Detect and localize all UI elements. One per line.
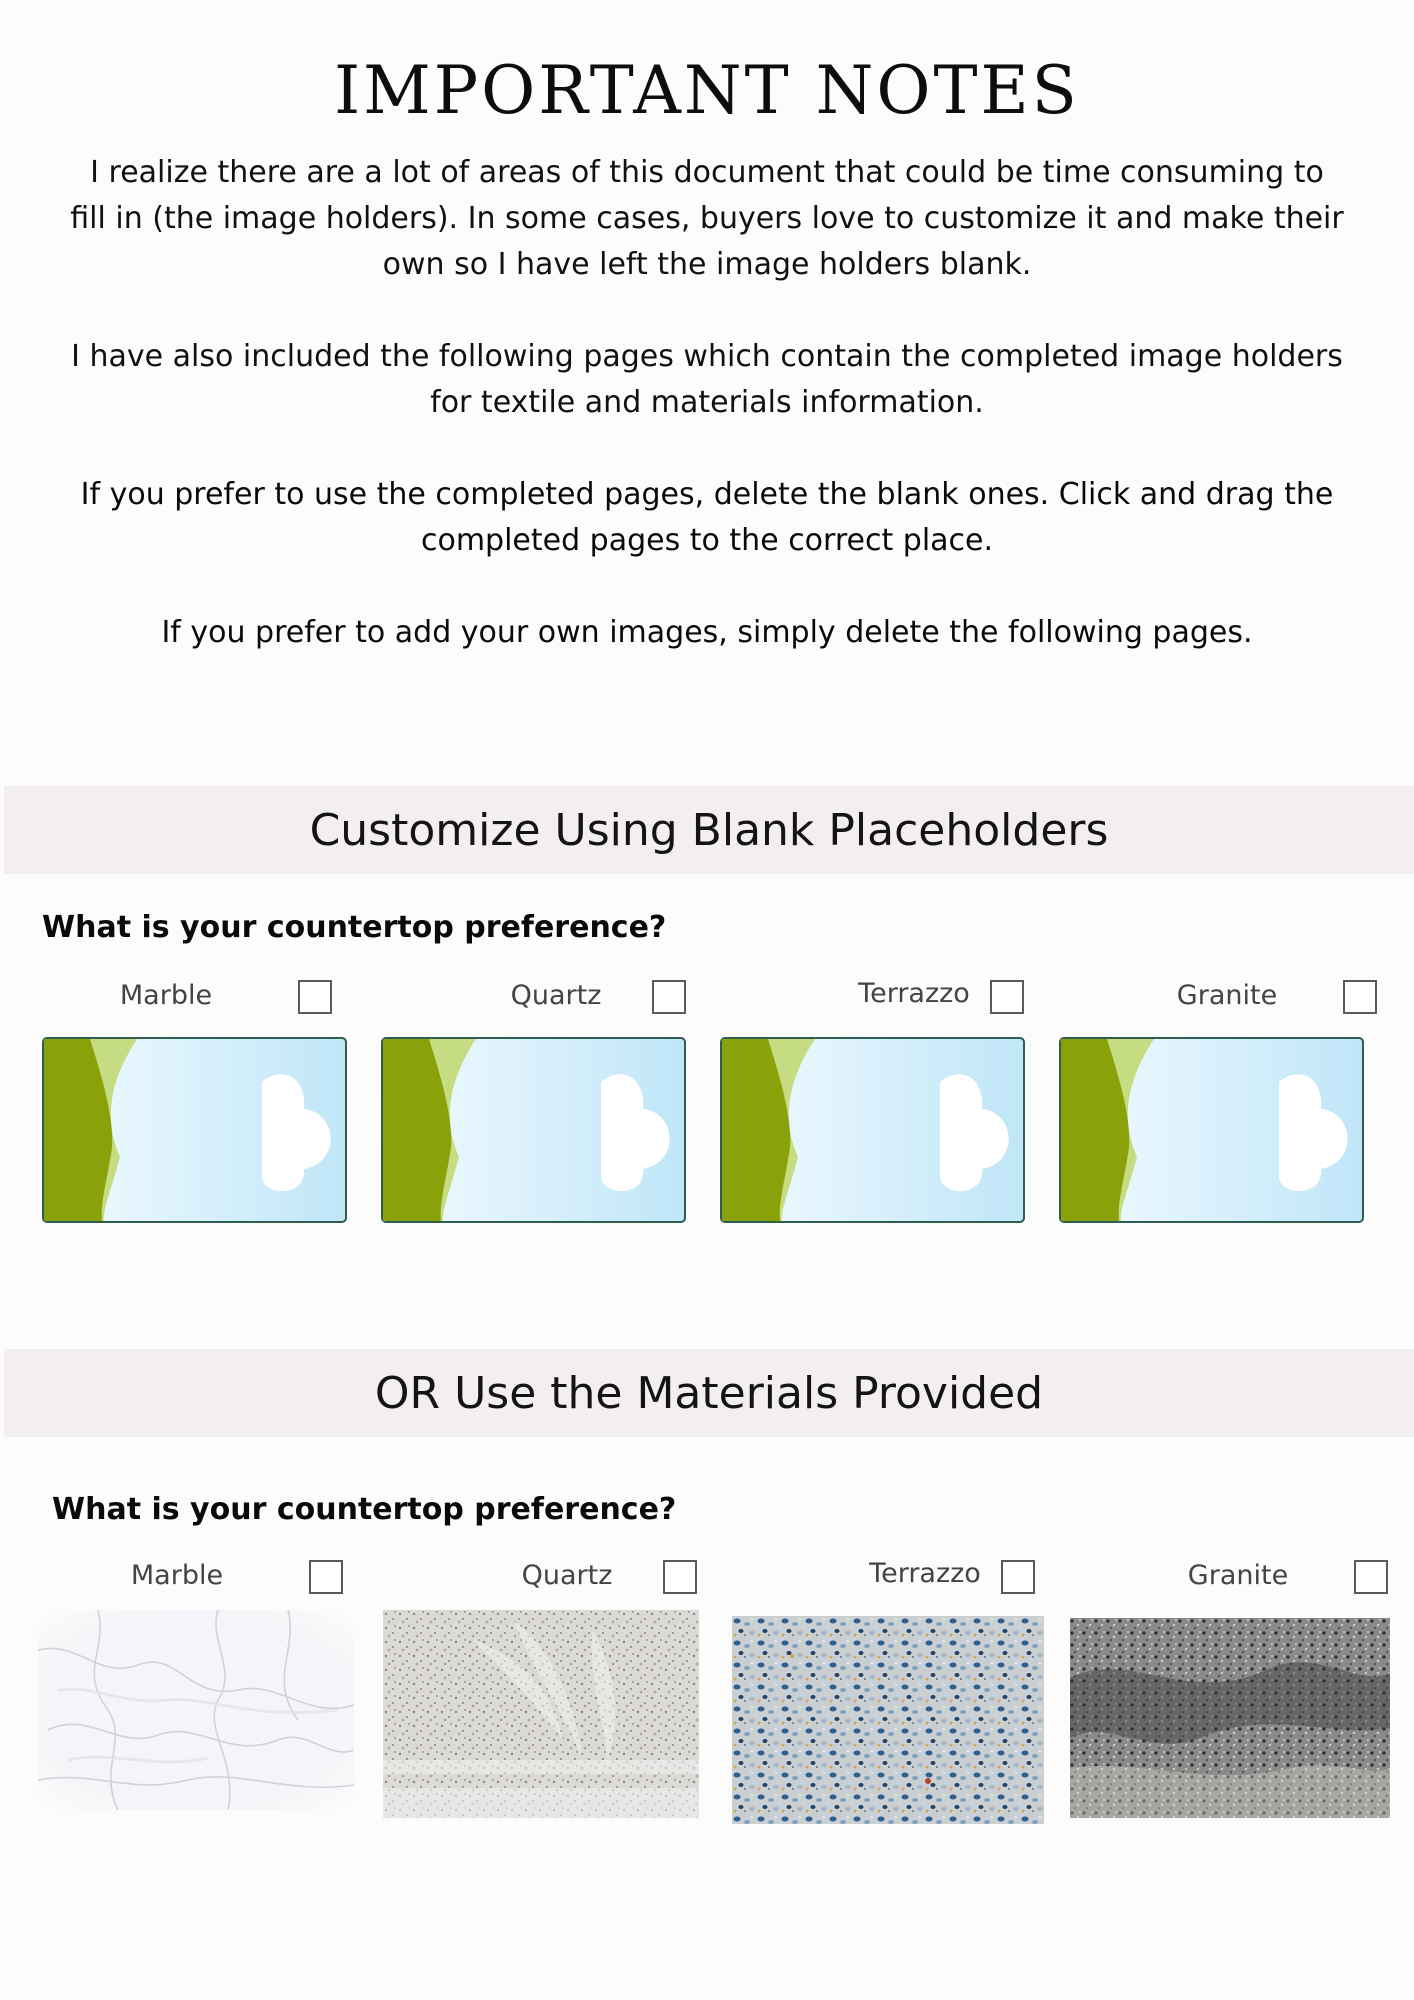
checkbox-granite-2[interactable]	[1354, 1560, 1388, 1594]
option-label-terrazzo-2: Terrazzo	[869, 1558, 981, 1589]
question-blank: What is your countertop preference?	[42, 910, 667, 945]
checkbox-marble-2[interactable]	[309, 1560, 343, 1594]
checkbox-terrazzo-2[interactable]	[1001, 1560, 1035, 1594]
marble-image	[38, 1610, 354, 1810]
section-heading-blank: Customize Using Blank Placeholders	[4, 786, 1414, 874]
note-paragraph-3: If you prefer to use the completed pages, delete the blank ones. Click and drag the completed pages to the correct place.	[80, 477, 1334, 558]
checkbox-quartz[interactable]	[652, 980, 686, 1014]
option-label-quartz: Quartz	[510, 980, 602, 1011]
option-label-quartz-2: Quartz	[521, 1560, 613, 1591]
option-label-terrazzo: Terrazzo	[858, 978, 970, 1009]
section-heading-provided: OR Use the Materials Provided	[4, 1349, 1414, 1437]
granite-image	[1070, 1618, 1390, 1818]
note-paragraph-4: If you prefer to add your own images, simply delete the following pages.	[161, 615, 1253, 650]
page-title: IMPORTANT NOTES	[334, 52, 1080, 129]
option-label-granite: Granite	[1176, 980, 1278, 1011]
question-provided: What is your countertop preference?	[52, 1492, 677, 1527]
option-label-marble: Marble	[119, 980, 213, 1011]
option-label-granite-2: Granite	[1187, 1560, 1289, 1591]
intro-notes	[70, 150, 1344, 702]
option-label-marble-2: Marble	[130, 1560, 224, 1591]
note-paragraph-2: I have also included the following pages which contain the completed image holders for textile and materials information.	[71, 339, 1343, 420]
image-placeholder-terrazzo[interactable]	[720, 1037, 1025, 1223]
image-placeholder-marble[interactable]	[42, 1037, 347, 1223]
image-placeholder-quartz[interactable]	[381, 1037, 686, 1223]
checkbox-marble[interactable]	[298, 980, 332, 1014]
note-paragraph-1: I realize there are a lot of areas of this document that could be time consuming to fill in (the image holders). In some cases, buyers love to customize it and make their own so I have left the image holders blank.	[70, 155, 1344, 282]
terrazzo-image	[732, 1616, 1044, 1824]
image-placeholder-granite[interactable]	[1059, 1037, 1364, 1223]
checkbox-quartz-2[interactable]	[663, 1560, 697, 1594]
checkbox-terrazzo[interactable]	[990, 980, 1024, 1014]
quartz-image	[383, 1610, 699, 1818]
checkbox-granite[interactable]	[1343, 980, 1377, 1014]
